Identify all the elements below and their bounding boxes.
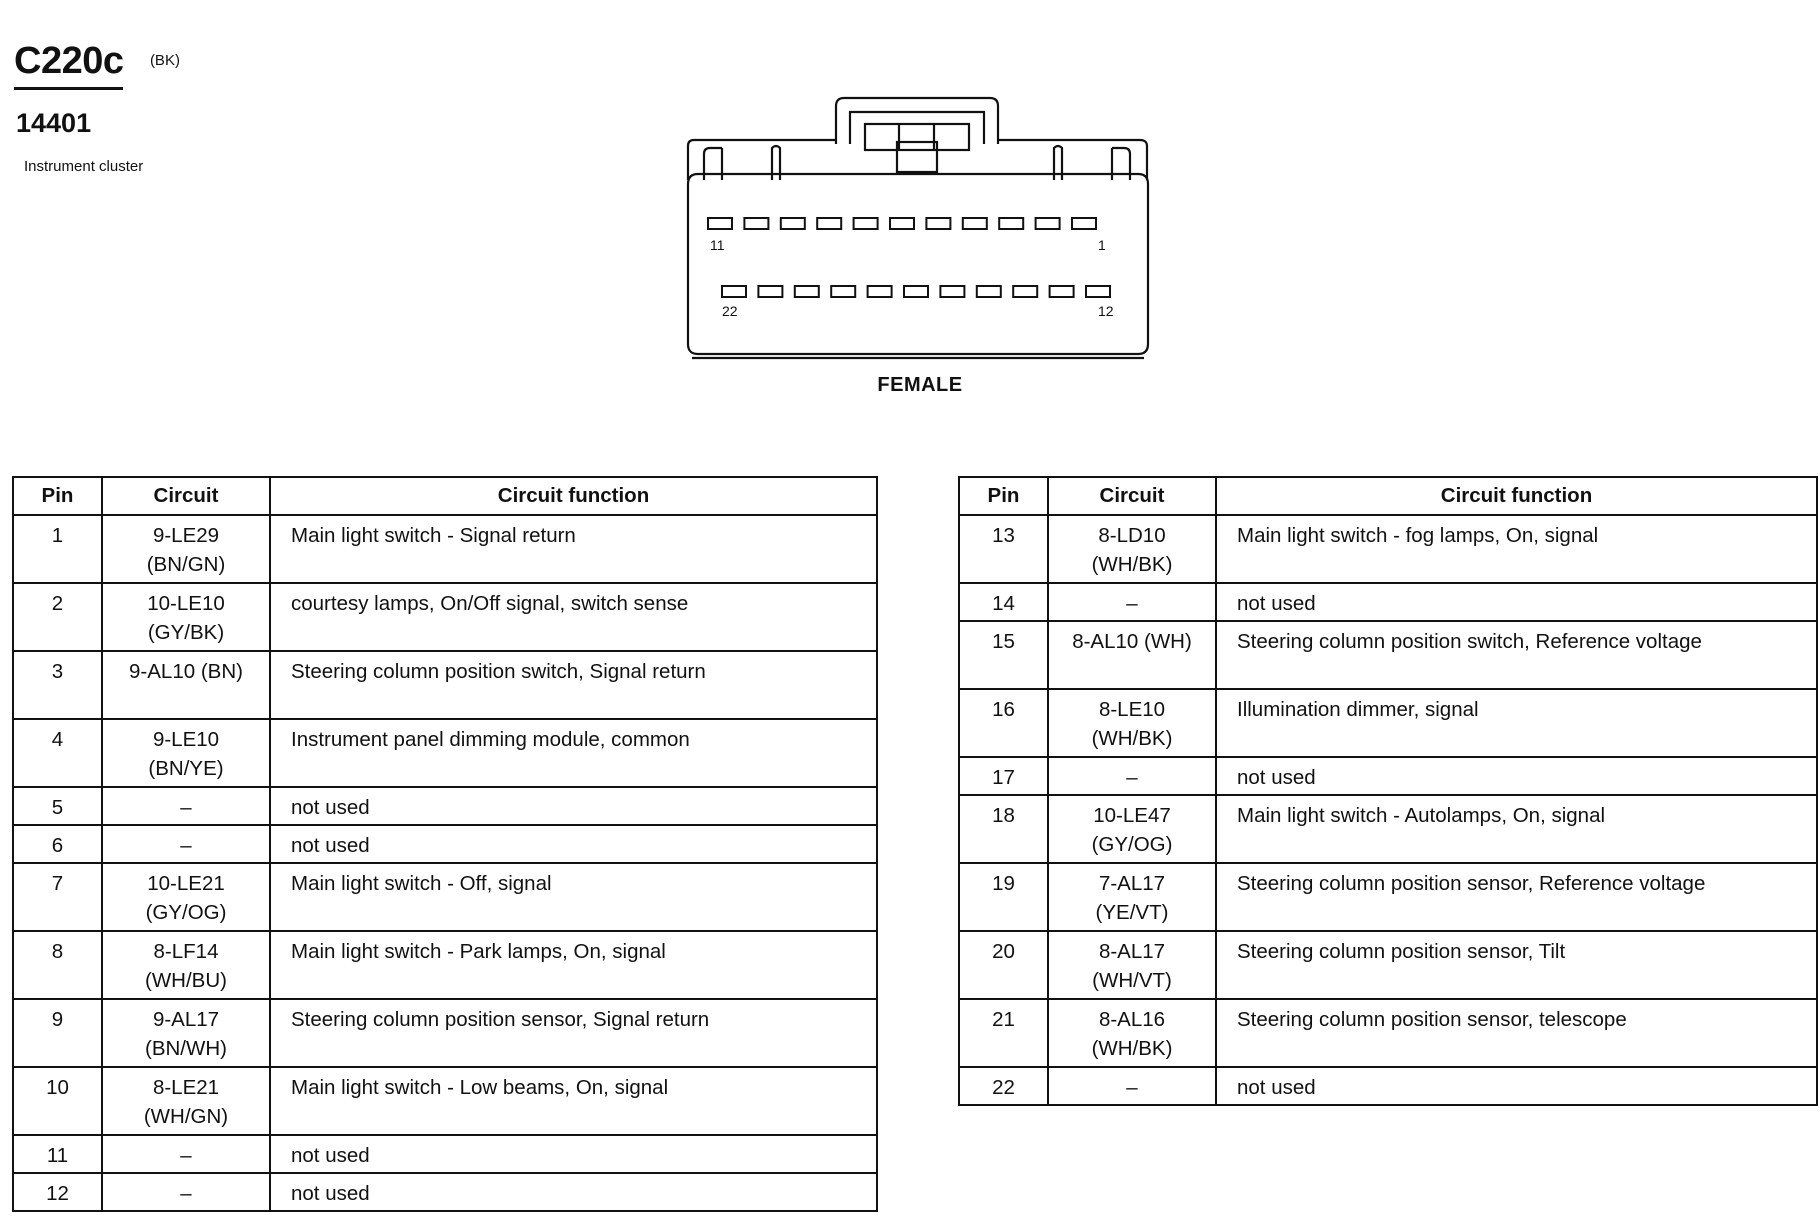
pin-number: 20 xyxy=(959,931,1048,999)
circuit-cell xyxy=(1048,621,1216,689)
connector-id: C220c xyxy=(14,40,123,90)
table-row xyxy=(13,787,877,825)
pin-cavity xyxy=(940,286,964,297)
pin-cavity xyxy=(781,218,805,229)
part-number: 14401 xyxy=(16,108,92,138)
circuit-cell xyxy=(102,515,270,583)
table-row xyxy=(13,863,877,931)
circuit-cell xyxy=(102,1067,270,1135)
circuit-function: Instrument panel dimming module, common xyxy=(270,719,877,787)
circuit-function: not used xyxy=(270,1173,877,1211)
table-row xyxy=(959,931,1817,999)
circuit-function: Steering column position sensor, telescope xyxy=(1216,999,1817,1067)
circuit-cell xyxy=(102,651,270,719)
connector-color: (BK) xyxy=(149,52,180,69)
circuit-wire-color: (YE/VT) xyxy=(1095,901,1169,924)
circuit-code: – xyxy=(180,1182,192,1205)
column-header-pin: Pin xyxy=(959,477,1048,515)
pin-cavity xyxy=(963,218,987,229)
pin-cavity xyxy=(904,286,928,297)
circuit-code: – xyxy=(1126,766,1138,789)
pin-number: 14 xyxy=(959,583,1048,621)
circuit-wire-color: (WH/BU) xyxy=(145,969,227,992)
column-header-function: Circuit function xyxy=(270,477,877,515)
column-header-function: Circuit function xyxy=(1216,477,1817,515)
circuit-wire-color: (GY/OG) xyxy=(145,901,227,924)
pin-number: 17 xyxy=(959,757,1048,795)
column-header-pin: Pin xyxy=(13,477,102,515)
circuit-code: 10-LE10 xyxy=(147,592,225,615)
circuit-code: 9-LE10 xyxy=(152,728,220,751)
circuit-code: – xyxy=(180,796,192,819)
pin-number: 2 xyxy=(13,583,102,651)
table-row xyxy=(959,689,1817,757)
pin-number: 9 xyxy=(13,999,102,1067)
circuit-function: Steering column position sensor, Tilt xyxy=(1216,931,1817,999)
circuit-code: – xyxy=(1126,592,1138,615)
circuit-code: – xyxy=(180,1144,192,1167)
circuit-code: 8-AL17 xyxy=(1098,940,1166,963)
circuit-function: Illumination dimmer, signal xyxy=(1216,689,1817,757)
table-row xyxy=(13,1173,877,1211)
circuit-cell xyxy=(1048,999,1216,1067)
circuit-function: not used xyxy=(270,825,877,863)
pin-number: 16 xyxy=(959,689,1048,757)
circuit-function: not used xyxy=(1216,1067,1817,1105)
table-row xyxy=(959,999,1817,1067)
table-row xyxy=(959,1067,1817,1105)
pin-cavity xyxy=(926,218,950,229)
circuit-cell xyxy=(102,1173,270,1211)
pin-cavity xyxy=(795,286,819,297)
table-row xyxy=(13,1067,877,1135)
circuit-function: Steering column position switch, Signal return xyxy=(270,651,877,719)
circuit-code: 8-AL10 (WH) xyxy=(1072,630,1192,653)
connector-body xyxy=(688,174,1148,354)
circuit-wire-color: (WH/BK) xyxy=(1091,553,1173,576)
pin-number: 6 xyxy=(13,825,102,863)
circuit-wire-color: (WH/BK) xyxy=(1091,727,1173,750)
pin-cavity xyxy=(868,286,892,297)
pin-number: 10 xyxy=(13,1067,102,1135)
column-header-circuit: Circuit xyxy=(1048,477,1216,515)
pin-cavity xyxy=(722,286,746,297)
circuit-code: 8-LF14 xyxy=(153,940,219,963)
pin-cavity xyxy=(1072,218,1096,229)
pin-label-12: 12 xyxy=(1098,303,1114,319)
pin-cavity xyxy=(1036,218,1060,229)
circuit-wire-color: (BN/GN) xyxy=(146,553,226,576)
table-row xyxy=(13,583,877,651)
pin-cavity xyxy=(831,286,855,297)
circuit-code: 9-LE29 xyxy=(152,524,220,547)
circuit-cell xyxy=(102,863,270,931)
table-row xyxy=(13,719,877,787)
column-header-circuit: Circuit xyxy=(102,477,270,515)
circuit-cell xyxy=(102,931,270,999)
circuit-code: – xyxy=(1126,1076,1138,1099)
table-row xyxy=(959,863,1817,931)
pin-number: 5 xyxy=(13,787,102,825)
circuit-cell xyxy=(1048,583,1216,621)
circuit-function: not used xyxy=(1216,583,1817,621)
circuit-cell xyxy=(102,583,270,651)
pin-number: 4 xyxy=(13,719,102,787)
circuit-code: 9-AL10 (BN) xyxy=(129,660,243,683)
table-row xyxy=(13,651,877,719)
pin-cavity xyxy=(890,218,914,229)
pin-number: 8 xyxy=(13,931,102,999)
table-row xyxy=(13,515,877,583)
latch-tab xyxy=(865,124,969,150)
circuit-function: not used xyxy=(270,787,877,825)
circuit-function: Steering column position sensor, Signal return xyxy=(270,999,877,1067)
pin-label-11: 11 xyxy=(710,237,725,253)
circuit-cell xyxy=(102,1135,270,1173)
pin-number: 21 xyxy=(959,999,1048,1067)
circuit-cell xyxy=(1048,757,1216,795)
pin-number: 12 xyxy=(13,1173,102,1211)
connector-face-diagram xyxy=(680,92,1160,372)
pin-number: 3 xyxy=(13,651,102,719)
circuit-code: 10-LE47 xyxy=(1093,804,1171,827)
table-row xyxy=(959,583,1817,621)
pin-label-22: 22 xyxy=(722,303,738,319)
circuit-wire-color: (BN/YE) xyxy=(148,757,224,780)
circuit-function: Main light switch - Low beams, On, signal xyxy=(270,1067,877,1135)
circuit-code: 8-LE21 xyxy=(152,1076,220,1099)
circuit-function: Steering column position sensor, Reference voltage xyxy=(1216,863,1817,931)
pin-cavity xyxy=(1086,286,1110,297)
circuit-cell xyxy=(102,825,270,863)
circuit-wire-color: (WH/VT) xyxy=(1092,969,1172,992)
circuit-function: courtesy lamps, On/Off signal, switch sense xyxy=(270,583,877,651)
pin-number: 1 xyxy=(13,515,102,583)
pin-number: 11 xyxy=(13,1135,102,1173)
circuit-function: Main light switch - Autolamps, On, signal xyxy=(1216,795,1817,863)
pin-number: 22 xyxy=(959,1067,1048,1105)
pin-cavity xyxy=(977,286,1001,297)
circuit-code: 10-LE21 xyxy=(147,872,225,895)
table-row xyxy=(959,621,1817,689)
pin-cavity xyxy=(758,286,782,297)
table-row xyxy=(13,1135,877,1173)
circuit-wire-color: (GY/OG) xyxy=(1091,833,1173,856)
circuit-wire-color: (BN/WH) xyxy=(145,1037,227,1060)
table-header-row xyxy=(13,477,877,515)
circuit-cell xyxy=(102,719,270,787)
circuit-function: Main light switch - fog lamps, On, signal xyxy=(1216,515,1817,583)
table-row xyxy=(13,999,877,1067)
pin-number: 7 xyxy=(13,863,102,931)
table-row xyxy=(959,515,1817,583)
circuit-cell xyxy=(1048,1067,1216,1105)
pin-label-1: 1 xyxy=(1098,237,1106,253)
pin-cavity xyxy=(708,218,732,229)
circuit-function: not used xyxy=(270,1135,877,1173)
circuit-cell xyxy=(1048,515,1216,583)
circuit-cell xyxy=(1048,931,1216,999)
pin-cavity xyxy=(854,218,878,229)
circuit-cell xyxy=(1048,689,1216,757)
pin-number: 19 xyxy=(959,863,1048,931)
table-header-row xyxy=(959,477,1817,515)
circuit-code: 8-LD10 xyxy=(1098,524,1166,547)
circuit-function: Main light switch - Off, signal xyxy=(270,863,877,931)
pin-cavity xyxy=(817,218,841,229)
circuit-code: 8-LE10 xyxy=(1098,698,1166,721)
circuit-wire-color: (GY/BK) xyxy=(147,621,225,644)
circuit-function: not used xyxy=(1216,757,1817,795)
pin-table-right xyxy=(958,476,1818,1106)
pin-number: 13 xyxy=(959,515,1048,583)
circuit-cell xyxy=(102,787,270,825)
connector-gender: FEMALE xyxy=(877,374,963,396)
circuit-cell xyxy=(102,999,270,1067)
table-row xyxy=(13,931,877,999)
pin-number: 18 xyxy=(959,795,1048,863)
circuit-wire-color: (WH/BK) xyxy=(1091,1037,1173,1060)
pin-number: 15 xyxy=(959,621,1048,689)
pin-cavity xyxy=(1013,286,1037,297)
pin-table-left xyxy=(12,476,878,1212)
circuit-cell xyxy=(1048,863,1216,931)
circuit-function: Main light switch - Signal return xyxy=(270,515,877,583)
circuit-function: Steering column position switch, Reference voltage xyxy=(1216,621,1817,689)
circuit-code: – xyxy=(180,834,192,857)
pin-cavity xyxy=(1050,286,1074,297)
circuit-wire-color: (WH/GN) xyxy=(143,1105,229,1128)
connector-description: Instrument cluster xyxy=(24,158,144,175)
table-row xyxy=(959,757,1817,795)
pin-cavity xyxy=(744,218,768,229)
table-row xyxy=(13,825,877,863)
circuit-code: 9-AL17 xyxy=(152,1008,220,1031)
circuit-code: 8-AL16 xyxy=(1098,1008,1166,1031)
circuit-function: Main light switch - Park lamps, On, signal xyxy=(270,931,877,999)
connector-header xyxy=(14,40,180,90)
circuit-code: 7-AL17 xyxy=(1098,872,1166,895)
table-row xyxy=(959,795,1817,863)
circuit-cell xyxy=(1048,795,1216,863)
pin-cavity xyxy=(999,218,1023,229)
latch-housing xyxy=(836,98,998,144)
